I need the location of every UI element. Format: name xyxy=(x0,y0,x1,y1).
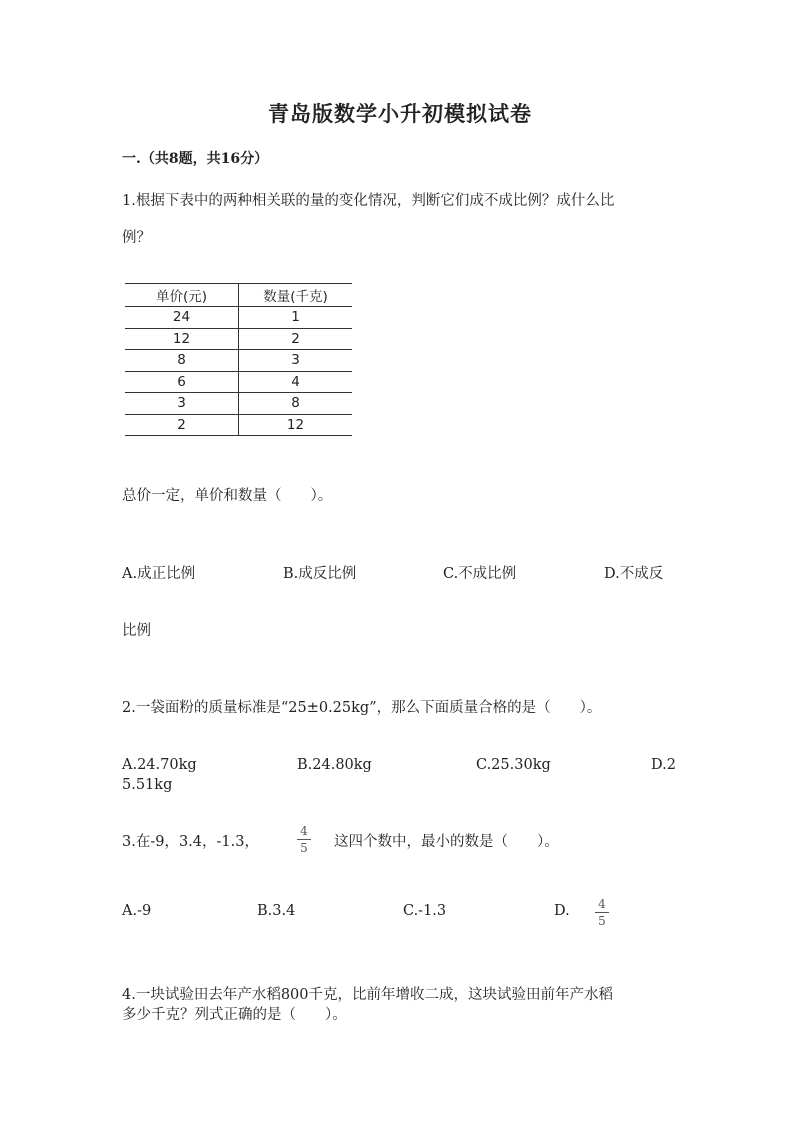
page-title: 青岛版数学小升初模拟试卷 xyxy=(268,101,532,126)
q2-option-a[interactable]: A.24.70kg xyxy=(122,757,197,773)
q1-option-d[interactable]: D.不成反 xyxy=(604,566,664,582)
table-cell: 3 xyxy=(239,350,353,372)
fraction-numerator: 4 xyxy=(300,824,308,838)
table-row xyxy=(125,307,352,329)
table-row xyxy=(125,350,352,372)
table-row xyxy=(125,328,352,350)
fraction-denominator: 5 xyxy=(300,841,308,855)
table-cell: 6 xyxy=(125,371,239,393)
table-cell: 2 xyxy=(239,328,353,350)
q3-option-d[interactable]: D. xyxy=(554,903,570,919)
q2-option-d-wrap: 5.51kg xyxy=(122,777,173,793)
table-cell: 2 xyxy=(125,414,239,436)
table-cell: 24 xyxy=(125,307,239,329)
table-header-price: 单价(元) xyxy=(125,284,239,307)
section-heading: 一.（共8题，共16分） xyxy=(122,151,269,167)
table-cell: 12 xyxy=(125,328,239,350)
q4-stem-line2: 多少千克？列式正确的是（ ）。 xyxy=(122,1007,347,1023)
q3-option-a[interactable]: A.-9 xyxy=(122,903,152,919)
table-cell: 1 xyxy=(239,307,353,329)
q2-option-c[interactable]: C.25.30kg xyxy=(476,757,551,773)
table-row xyxy=(125,393,352,415)
fraction-numerator: 4 xyxy=(598,897,606,911)
q1-prompt: 总价一定，单价和数量（ ）。 xyxy=(122,488,333,504)
q3-option-c[interactable]: C.-1.3 xyxy=(403,903,447,919)
q1-stem-line1: 1.根据下表中的两种相关联的量的变化情况，判断它们成不成比例？成什么比 xyxy=(122,193,615,209)
table-row xyxy=(125,371,352,393)
table-cell: 12 xyxy=(239,414,353,436)
fraction-denominator: 5 xyxy=(598,914,606,928)
table-cell: 3 xyxy=(125,393,239,415)
q2-stem: 2.一袋面粉的质量标准是“25±0.25kg”，那么下面质量合格的是（ ）。 xyxy=(122,700,602,716)
q1-option-b[interactable]: B.成反比例 xyxy=(283,566,357,582)
table-cell: 4 xyxy=(239,371,353,393)
table-cell: 8 xyxy=(239,393,353,415)
fraction-bar xyxy=(595,912,609,913)
q2-option-d[interactable]: D.2 xyxy=(651,757,676,773)
table-cell: 8 xyxy=(125,350,239,372)
q3-stem-after: 这四个数中，最小的数是（ ）。 xyxy=(334,834,559,850)
q1-option-d-wrap: 比例 xyxy=(122,623,151,639)
q1-option-a[interactable]: A.成正比例 xyxy=(122,566,196,582)
q3-option-b[interactable]: B.3.4 xyxy=(257,903,296,919)
q1-stem-line2: 例？ xyxy=(122,230,151,246)
q1-option-c[interactable]: C.不成比例 xyxy=(443,566,517,582)
fraction-bar xyxy=(297,839,311,840)
table-row xyxy=(125,414,352,436)
q3-stem-before: 3.在-9，3.4，-1.3， xyxy=(122,834,259,850)
table-header-quantity: 数量(千克) xyxy=(239,284,353,307)
q3-option-d-fraction xyxy=(595,897,609,928)
q3-fraction xyxy=(297,824,311,855)
q4-stem-line1: 4.一块试验田去年产水稻800千克，比前年增收二成，这块试验田前年产水稻 xyxy=(122,987,614,1003)
q2-option-b[interactable]: B.24.80kg xyxy=(297,757,372,773)
q1-data-table xyxy=(125,283,352,436)
